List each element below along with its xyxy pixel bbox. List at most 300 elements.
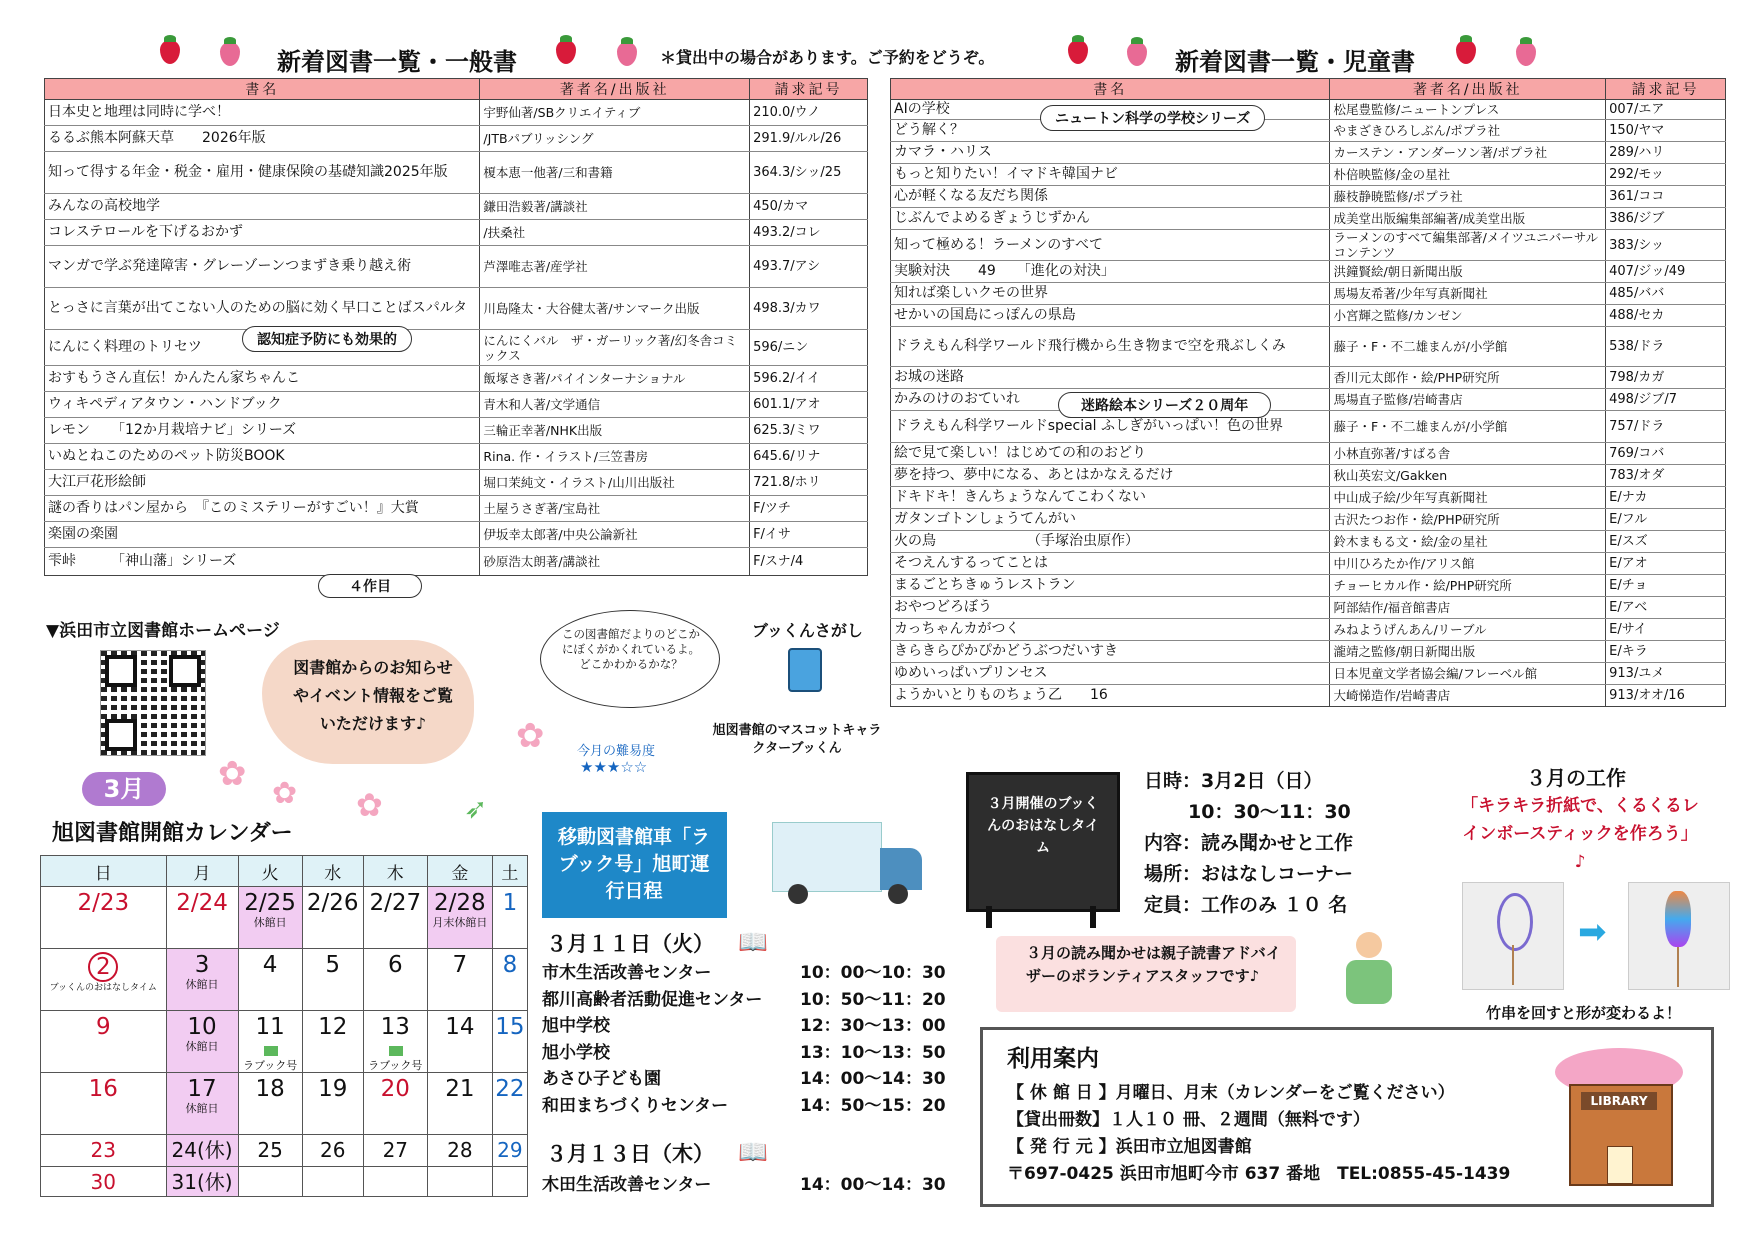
book-title: レモン 「12か月栽培ナビ」シリーズ [45, 418, 480, 444]
story-details [1144, 766, 1353, 921]
book-title: いぬとねこのためのペット防災BOOK [45, 444, 480, 470]
book-call-number: 913/オオ/16 [1606, 685, 1726, 707]
book-title: AIの学校 [891, 100, 1330, 120]
calendar-day [492, 887, 527, 949]
table-row [891, 487, 1726, 509]
table-row [891, 389, 1726, 411]
table-row [45, 152, 868, 194]
book-title: みんなの高校地学 [45, 194, 480, 220]
craft-photo-before [1462, 882, 1564, 990]
children-title: 新着図書一覧・児童書 [1175, 48, 1415, 76]
strawberry-icon [1516, 42, 1536, 66]
table-row [45, 330, 868, 366]
book-call-number: 383/シッ [1606, 230, 1726, 261]
day-note: 月末休館日 [432, 916, 488, 929]
book-call-number: 210.0/ウノ [750, 100, 868, 126]
book-title: 夢を持つ、夢中になる、あとはかなえるだけ [891, 465, 1330, 487]
calendar-day [166, 1135, 238, 1167]
weekday-header: 火 [238, 856, 302, 887]
stop-place: 市木生活改善センター [542, 963, 712, 983]
table-row [45, 366, 868, 392]
book-title: どう解く？ [891, 120, 1330, 142]
calendar-day [238, 1135, 302, 1167]
story-time: 10：30〜11：30 [1188, 801, 1351, 823]
sakura-icon: ✿ [356, 786, 383, 824]
day-number: 3 [194, 952, 210, 978]
col-title: 書名 [45, 79, 480, 100]
table-row [45, 444, 868, 470]
craft-note: 竹串を回すと形が変わるよ！ [1486, 1004, 1682, 1022]
calendar-day [363, 1011, 427, 1073]
book-author: カーステン・アンダーソン著/ポプラ社 [1330, 142, 1606, 164]
sakura-icon: ✿ [516, 716, 545, 756]
day-number: 26 [319, 1138, 346, 1162]
book-author: /扶桑社 [480, 220, 750, 246]
info-lines [1007, 1080, 1510, 1188]
table-row [891, 142, 1726, 164]
col-author: 著者名/出版社 [480, 79, 750, 100]
calendar-day [427, 1011, 492, 1073]
book-title: ようかいとりものちょう乙 16 [891, 685, 1330, 707]
stop-time: 10：50〜11：20 [800, 989, 946, 1010]
stop-place: あさひ子ども園 [542, 1069, 661, 1089]
day-number: 9 [95, 1014, 111, 1040]
book-title: コレステロールを下げるおかず [45, 220, 480, 246]
table-row [891, 641, 1726, 663]
book-author: 朴倍映監修/金の星社 [1330, 164, 1606, 186]
strawberry-icon [556, 40, 576, 64]
general-title: 新着図書一覧・一般書 [277, 48, 517, 76]
calendar-day [492, 1073, 527, 1135]
calendar-week [41, 1167, 528, 1197]
book-call-number: 485/ババ [1606, 283, 1726, 305]
stop-time: 14：50〜15：20 [800, 1095, 946, 1116]
book-call-number: 007/エア [1606, 100, 1726, 120]
book-title: おすもうさん直伝！かんたん家ちゃんこ [45, 366, 480, 392]
book-call-number: 493.2/コレ [750, 220, 868, 246]
book-title: せかいの国島にっぽんの県島 [891, 305, 1330, 327]
book-author: 秋山英宏文/Gakken [1330, 465, 1606, 487]
day-number: 8 [502, 952, 518, 978]
table-row [891, 208, 1726, 230]
table-row [45, 126, 868, 152]
calendar-week [41, 1073, 528, 1135]
fourth-volume-note: ４作目 [318, 574, 422, 598]
book-title: 知って極める！ラーメンのすべて [891, 230, 1330, 261]
col-call: 請求記号 [750, 79, 868, 100]
maze-note: 迷路絵本シリーズ２０周年 [1058, 392, 1271, 418]
book-icon: 📖 [738, 1138, 768, 1166]
book-author: 三輪正幸著/NHK出版 [480, 418, 750, 444]
difficulty-stars: ★★★☆☆ [580, 758, 648, 776]
calendar-day [238, 887, 302, 949]
calendar-day [166, 1167, 238, 1197]
route-stop [542, 1040, 946, 1067]
book-author: 芦澤唯志著/産学社 [480, 246, 750, 288]
info-publisher: 【 発 行 元 】浜田市立旭図書館 [1007, 1137, 1252, 1157]
stop-place: 旭小学校 [542, 1042, 610, 1063]
table-row [891, 575, 1726, 597]
book-title: ドキドキ！きんちょうなんてこわくない [891, 487, 1330, 509]
calendar-day [427, 887, 492, 949]
story-place: 場所：おはなしコーナー [1144, 863, 1354, 885]
newton-note: ニュートン科学の学校シリーズ [1040, 105, 1265, 131]
book-author: 青木和人著/文学通信 [480, 392, 750, 418]
book-call-number: 538/ドラ [1606, 327, 1726, 367]
route-stop [542, 1066, 946, 1093]
table-row [891, 685, 1726, 707]
book-author: 香川元太郎作・絵/PHP研究所 [1330, 367, 1606, 389]
book-call-number: E/フル [1606, 509, 1726, 531]
book-author: 馬場友希著/少年写真新聞社 [1330, 283, 1606, 305]
book-author: 阿部結作/福音館書店 [1330, 597, 1606, 619]
calendar-day [41, 887, 167, 949]
calendar-day [492, 949, 527, 1011]
table-row [891, 327, 1726, 367]
book-title: 謎の香りはパン屋から 『このミステリーがすごい！』大賞 [45, 496, 480, 522]
stop-place: 旭中学校 [542, 1016, 610, 1036]
day-number: 22 [495, 1076, 525, 1102]
table-row [891, 283, 1726, 305]
table-row [45, 220, 868, 246]
day-number: 14 [445, 1014, 475, 1040]
table-row [891, 230, 1726, 261]
calendar-day [302, 887, 363, 949]
book-call-number: 798/カガ [1606, 367, 1726, 389]
table-row [891, 411, 1726, 443]
book-call-number: F/ツチ [750, 496, 868, 522]
day-note: 休館日 [185, 1102, 219, 1115]
book-title: 楽園の楽園 [45, 522, 480, 548]
book-author: やまざきひろしぶん/ポプラ社 [1330, 120, 1606, 142]
route-stop [542, 1013, 946, 1040]
weekday-header: 月 [166, 856, 238, 887]
book-call-number: 493.7/アシ [750, 246, 868, 288]
story-board-text: ３月開催のブッくんのおはなしタイム [987, 796, 1099, 856]
table-row [891, 305, 1726, 327]
day-note: 休館日 [185, 1040, 219, 1053]
book-author: にんにくバル ザ・ガーリック著/幻冬舎コミックス [480, 330, 750, 366]
strawberry-icon [220, 42, 240, 66]
craft-photo-after [1628, 882, 1730, 990]
strawberry-icon [1456, 40, 1476, 64]
calendar-day [363, 1073, 427, 1135]
book-call-number: E/キラ [1606, 641, 1726, 663]
book-title: ウィキペディアタウン・ハンドブック [45, 392, 480, 418]
library-sign: LIBRARY [1581, 1092, 1657, 1110]
day-number: 2/25 [244, 890, 296, 916]
cloud-text: 図書館からのお知らせやイベント情報をご覧いただけます♪ [292, 658, 453, 733]
weekday-header: 土 [492, 856, 527, 887]
stop-time: 14：00〜14：30 [800, 1069, 946, 1089]
col-call: 請求記号 [1606, 79, 1726, 100]
info-closed: 【 休 館 日 】月曜日、月末（カレンダーをご覧ください） [1007, 1083, 1455, 1103]
truck-icon [389, 1046, 403, 1056]
book-title: カマラ・ハリス [891, 142, 1330, 164]
calendar-week [41, 949, 528, 1011]
weekday-header: 木 [363, 856, 427, 887]
col-title: 書名 [891, 79, 1330, 100]
general-books-table [44, 78, 868, 576]
qr-code-icon[interactable] [100, 650, 206, 756]
book-author: 洪鐘賢絵/朝日新聞出版 [1330, 261, 1606, 283]
calendar-day [427, 1073, 492, 1135]
table-row [891, 120, 1726, 142]
arrow-right-icon: ➡ [1578, 912, 1607, 952]
day-number: 23 [90, 1138, 116, 1162]
book-call-number: 450/カマ [750, 194, 868, 220]
table-row [891, 465, 1726, 487]
weekday-header: 日 [41, 856, 167, 887]
book-title: ゆめいっぱいプリンセス [891, 663, 1330, 685]
info-address: 〒697-0425 浜田市旭町今市 637 番地 TEL:0855-45-1439 [1007, 1164, 1511, 1184]
calendar-day [302, 949, 363, 1011]
route-day2: ３月１３日（木） [546, 1142, 714, 1166]
day-number: 28 [447, 1138, 473, 1162]
day-number: 2/27 [369, 890, 422, 916]
day-number: 2 [88, 952, 118, 982]
info-loan: 【貸出冊数】１人１０ 冊、２週間（無料です） [1007, 1110, 1370, 1130]
day-number: 19 [318, 1076, 348, 1102]
book-author: 川島隆太・大谷健太著/サンマーク出版 [480, 288, 750, 330]
book-title: もっと知りたい！イマドキ韓国ナビ [891, 164, 1330, 186]
book-title: 火の鳥 （手塚治虫原作） [891, 531, 1330, 553]
table-row [45, 496, 868, 522]
book-title: ドラえもん科学ワールドspecial ふしぎがいっぱい！色の世界 [891, 411, 1330, 443]
month-badge: 3月 [82, 772, 166, 806]
route-day2-stops [542, 1172, 946, 1199]
book-call-number: 913/ユメ [1606, 663, 1726, 685]
book-title: 知れば楽しいクモの世界 [891, 283, 1330, 305]
col-author: 著者名/出版社 [1330, 79, 1606, 100]
book-author: 鎌田浩毅著/講談社 [480, 194, 750, 220]
table-row [891, 367, 1726, 389]
stop-place: 和田まちづくりセンター [542, 1095, 729, 1116]
calendar-week [41, 887, 528, 949]
day-number: 15 [495, 1014, 525, 1040]
book-author: 藤枝静暁監修/ポプラ社 [1330, 186, 1606, 208]
book-title: おやつどろぼう [891, 597, 1330, 619]
book-call-number: 150/ヤマ [1606, 120, 1726, 142]
book-author: /JTBパブリッシング [480, 126, 750, 152]
story-date: 日時：3月2日（日） [1144, 770, 1323, 792]
day-number: 4 [262, 952, 278, 978]
day-number: 27 [382, 1138, 409, 1162]
day-number: 29 [497, 1138, 523, 1162]
story-content: 内容：読み聞かせと工作 [1144, 832, 1354, 854]
table-row [45, 548, 868, 576]
usage-info-box [980, 1027, 1714, 1207]
book-author: みねようげんあん/リーブル [1330, 619, 1606, 641]
book-title: とっさに言葉が出てこない人のための脳に効く早口ことばスパルタ [45, 288, 480, 330]
book-title: きらきらぴかぴかどうぶつだいすき [891, 641, 1330, 663]
day-number: 2/24 [176, 890, 228, 916]
table-row [891, 443, 1726, 465]
weekday-header: 水 [302, 856, 363, 887]
calendar-week [41, 1011, 528, 1073]
calendar-title: 旭図書館開館カレンダー [52, 821, 293, 846]
library-building-icon [1555, 1048, 1683, 1184]
table-row [891, 597, 1726, 619]
table-row [891, 553, 1726, 575]
book-call-number: 783/オダ [1606, 465, 1726, 487]
day-number: 18 [255, 1076, 285, 1102]
book-author: 藤子・F・不二雄まんが/小学館 [1330, 327, 1606, 367]
mobile-library-title-box [542, 812, 727, 918]
calendar-empty-cell [492, 1167, 527, 1197]
book-call-number: 386/ジブ [1606, 208, 1726, 230]
day-note: 休館日 [185, 978, 219, 991]
calendar-week [41, 1135, 528, 1167]
info-cloud [262, 640, 474, 764]
mascot-bubble [540, 610, 720, 708]
table-row [45, 100, 868, 126]
book-call-number: 596.2/イイ [750, 366, 868, 392]
book-call-number: 601.1/アオ [750, 392, 868, 418]
calendar-day [492, 1135, 527, 1167]
calendar-day [166, 1011, 238, 1073]
book-author: 飯塚さき著/パイインターナショナル [480, 366, 750, 392]
volunteer-note-box [996, 936, 1296, 1012]
day-number: 25 [257, 1138, 283, 1162]
day-note: ラブック号 [368, 1059, 423, 1072]
book-call-number: E/サイ [1606, 619, 1726, 641]
day-number: 16 [88, 1076, 118, 1102]
calendar-empty-cell [363, 1167, 427, 1197]
book-title: まるごとちきゅうレストラン [891, 575, 1330, 597]
story-board [966, 772, 1120, 912]
month-badge-area [60, 770, 190, 808]
strawberry-icon [617, 42, 637, 66]
calendar-day [238, 1073, 302, 1135]
story-capacity: 定員：工作のみ １０ 名 [1144, 894, 1348, 916]
book-call-number: E/スズ [1606, 531, 1726, 553]
calendar-empty-cell [238, 1167, 302, 1197]
book-call-number: 498/ジブ/7 [1606, 389, 1726, 411]
book-author: 瀧靖之監修/朝日新聞出版 [1330, 641, 1606, 663]
mascot-search-label: ブッくんさがし [752, 621, 863, 640]
day-number: 10 [187, 1014, 217, 1040]
dementia-note: 認知症予防にも効果的 [242, 326, 412, 352]
mascot-bubble-text: この図書館だよりのどこかにぼくがかくれているよ。どこかわかるかな？ [562, 627, 700, 671]
difficulty-label: 今月の難易度 [577, 744, 656, 759]
calendar-day [166, 1073, 238, 1135]
calendar-day [427, 1135, 492, 1167]
calendar-empty-cell [427, 1167, 492, 1197]
stop-time: 12：30〜13：00 [800, 1016, 946, 1036]
strawberry-icon [1127, 42, 1147, 66]
stop-place: 都川高齢者活動促進センター [542, 989, 763, 1010]
route-day1-stops [542, 960, 946, 1119]
craft-desc: 「キラキラ折紙で、くるくるレインボースティックを作ろう」♪ [1461, 796, 1699, 872]
board-leg [986, 906, 992, 928]
table-row [891, 100, 1726, 120]
book-author: 堀口茉純文・イラスト/山川出版社 [480, 470, 750, 496]
reserve-notice: ＊貸出中の場合があります。ご予約をどうぞ。 [660, 48, 995, 67]
book-call-number: 364.3/シッ/25 [750, 152, 868, 194]
book-title: にんにく料理のトリセツ [45, 330, 480, 366]
calendar-day [166, 949, 238, 1011]
book-title: ドラえもん科学ワールド飛行機から生き物まで空を飛ぶしくみ [891, 327, 1330, 367]
calendar-day [41, 1135, 167, 1167]
book-author: 中山成子絵/少年写真新聞社 [1330, 487, 1606, 509]
calendar-day [492, 1011, 527, 1073]
book-call-number: 625.3/ミワ [750, 418, 868, 444]
calendar-day [41, 1167, 167, 1197]
stop-place: 木田生活改善センター [542, 1175, 712, 1195]
homepage-label: ▼浜田市立図書館ホームページ [46, 621, 280, 641]
book-title: 雫峠 「神山藩」シリーズ [45, 548, 480, 576]
book-title: 知って得する年金・税金・雇用・健康保険の基礎知識2025年版 [45, 152, 480, 194]
book-author: 馬場直子監修/岩崎書店 [1330, 389, 1606, 411]
strawberry-icon [1068, 40, 1088, 64]
mobile-library-truck-icon [772, 822, 928, 904]
route-stop [542, 1172, 946, 1199]
book-author: 松尾豊監修/ニュートンプレス [1330, 100, 1606, 120]
book-title: るるぶ熊本阿蘇天草 2026年版 [45, 126, 480, 152]
day-number: 6 [387, 952, 403, 978]
table-row [45, 418, 868, 444]
stop-time: 14：00〜14：30 [800, 1175, 946, 1195]
route-stop [542, 960, 946, 987]
book-title: じぶんでよめるぎょうじずかん [891, 208, 1330, 230]
book-author: 小宮輝之監修/カンゼン [1330, 305, 1606, 327]
book-call-number: 291.9/ルル/26 [750, 126, 868, 152]
day-number: 2/26 [306, 890, 359, 916]
day-number: 20 [380, 1076, 410, 1102]
calendar-day [302, 1011, 363, 1073]
book-title: 日本史と地理は同時に学べ！ [45, 100, 480, 126]
book-call-number: 407/ジッ/49 [1606, 261, 1726, 283]
book-author: 鈴木まもる文・絵/金の星社 [1330, 531, 1606, 553]
book-title: ガタンゴトンしょうてんがい [891, 509, 1330, 531]
book-title: お城の迷路 [891, 367, 1330, 389]
day-number: 1 [502, 890, 518, 916]
sakura-icon: ✿ [218, 754, 247, 794]
day-number: 21 [445, 1076, 475, 1102]
book-author: 小林直弥著/すばる舎 [1330, 443, 1606, 465]
day-note: ブッくんのおはなしタイム [49, 983, 157, 993]
book-call-number: F/スナ/4 [750, 548, 868, 576]
sakura-icon: ✿ [272, 776, 298, 811]
book-call-number: 645.6/リナ [750, 444, 868, 470]
stop-time: 10：00〜10：30 [800, 963, 946, 983]
opening-calendar [40, 855, 528, 1197]
book-author: 藤子・F・不二雄まんが/小学館 [1330, 411, 1606, 443]
table-row [891, 509, 1726, 531]
book-author: 成美堂出版編集部編著/成美堂出版 [1330, 208, 1606, 230]
book-call-number: 289/ハリ [1606, 142, 1726, 164]
day-number: 5 [325, 952, 341, 978]
book-title: そつえんするってことは [891, 553, 1330, 575]
board-leg [1090, 906, 1096, 928]
calendar-day [363, 887, 427, 949]
book-author: 土屋うさぎ著/宝島社 [480, 496, 750, 522]
book-title: 大江戸花形絵師 [45, 470, 480, 496]
day-number: 12 [318, 1014, 348, 1040]
calendar-day [41, 1073, 167, 1135]
calendar-day [166, 887, 238, 949]
day-number: 30 [90, 1170, 116, 1194]
day-number: 13 [380, 1014, 410, 1040]
calendar-day [302, 1073, 363, 1135]
table-row [891, 261, 1726, 283]
calendar-day [238, 1011, 302, 1073]
day-number: 2/28 [434, 890, 486, 916]
book-call-number: 292/モッ [1606, 164, 1726, 186]
mascot-caption: 旭図書館のマスコットキャラクターブッくん [712, 723, 882, 756]
book-author: 日本児童文学者協会編/フレーベル館 [1330, 663, 1606, 685]
